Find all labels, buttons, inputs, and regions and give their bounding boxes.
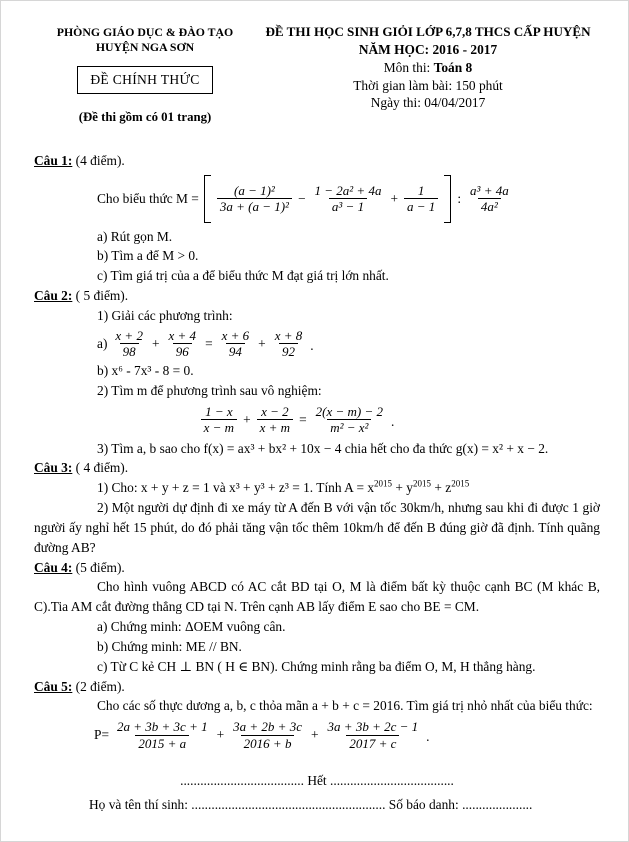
fraction xyxy=(114,719,211,751)
section-cau1 xyxy=(34,151,600,286)
fraction xyxy=(313,404,386,436)
header xyxy=(34,23,600,127)
cau5-points: (2 điểm). xyxy=(72,678,125,694)
cau3-item-1 xyxy=(97,478,600,498)
item3-text: chia hết cho đa thức xyxy=(341,440,456,456)
cau1-item-b: b) Tìm a để M > 0. xyxy=(97,248,199,264)
cau1-heading xyxy=(34,151,600,171)
equals-operator: = xyxy=(299,411,307,427)
item-a-label: a) xyxy=(97,335,108,351)
plus-operator: + xyxy=(151,335,160,351)
gx-polynomial: g(x) = x² + x − 2 xyxy=(455,440,545,456)
denominator: 94 xyxy=(226,343,245,359)
official-exam-stamp: ĐỀ CHÍNH THỨC xyxy=(77,66,212,94)
numerator: x − 2 xyxy=(261,403,289,419)
cau1-label: Câu 1: xyxy=(34,152,73,168)
equals-operator: = xyxy=(205,335,213,351)
numerator: 1 − x xyxy=(205,403,233,419)
cau1-item-c: c) Tìm giá trị của a để biểu thức M đạt giá trị lớn nhất. xyxy=(97,268,389,284)
issuing-authority-block xyxy=(34,23,256,127)
denominator: 98 xyxy=(120,343,139,359)
numerator: a³ + 4a xyxy=(470,182,509,198)
denominator: 3a + (a − 1)² xyxy=(217,198,292,214)
cau2-label: Câu 2: xyxy=(34,288,73,304)
fraction xyxy=(312,183,385,215)
cau3-points: ( 4 điểm). xyxy=(72,460,129,476)
fraction xyxy=(230,719,305,751)
fraction xyxy=(112,328,146,360)
item1-text: 1) Cho: x + y + z = 1 và x³ + y³ + z³ = 1. Tính A = x xyxy=(97,480,375,496)
end-of-exam-line: ..................................... Hết ..................................... xyxy=(180,772,454,788)
cau1-item-a: a) Rút gọn M. xyxy=(97,228,173,244)
cau3-item-2: 2) Một người dự định đi xe máy từ A đến B với vận tốc 30km/h, nhưng sau khi đi được 1 giờ người ấy nghỉ hết 15 phút, do đó phải tăng vận tốc thêm 10km/h để đến B đúng giờ đã định. Tính quãng đường AB? xyxy=(34,500,600,555)
cau3-heading xyxy=(34,458,600,478)
candidate-name-label: Họ và tên thí sinh: .......................................................... xyxy=(89,796,386,812)
item1-text: + z xyxy=(431,480,452,496)
plus-operator: + xyxy=(216,727,225,743)
candidate-number-label: Số báo danh: ..................... xyxy=(385,796,533,812)
fraction xyxy=(201,404,237,436)
minus-operator: − xyxy=(297,190,306,206)
period: . xyxy=(391,413,395,429)
section-cau2 xyxy=(34,286,600,458)
subject-line xyxy=(256,59,600,77)
district-name: HUYỆN NGA SƠN xyxy=(95,40,195,55)
cau4-item-c: c) Từ C kẻ CH ⊥ BN ( H ∈ BN). Chứng minh rằng ba điểm O, M, H thẳng hàng. xyxy=(97,658,536,674)
numerator: 1 − 2a² + 4a xyxy=(314,182,382,198)
numerator: x + 6 xyxy=(221,327,250,343)
period: . xyxy=(426,729,430,745)
exam-title-block xyxy=(256,23,600,127)
exam-date-line: Ngày thi: 04/04/2017 xyxy=(370,95,486,111)
formula-M xyxy=(97,175,600,223)
numerator: x + 8 xyxy=(274,327,303,343)
section-cau3 xyxy=(34,458,600,557)
cau2-item-1: 1) Giải các phương trình: xyxy=(97,307,233,323)
school-year: NĂM HỌC: 2016 - 2017 xyxy=(358,42,498,58)
cau1-points: (4 điểm). xyxy=(72,152,125,168)
cau2-points: ( 5 điểm). xyxy=(72,288,129,304)
exam-title: ĐỀ THI HỌC SINH GIỎI LỚP 6,7,8 THCS CẤP HUYỆN xyxy=(265,24,591,39)
formula-P xyxy=(94,719,600,751)
exponent-2015: 2015 xyxy=(413,478,431,489)
denominator: x + m xyxy=(257,419,293,435)
numerator: 2(x − m) − 2 xyxy=(315,403,383,419)
fraction xyxy=(272,328,306,360)
denominator: a³ − 1 xyxy=(329,198,367,214)
exponent-2015: 2015 xyxy=(374,478,393,489)
subject-label: Môn thi: xyxy=(383,59,434,75)
plus-operator: + xyxy=(243,411,251,427)
cau2-item-3 xyxy=(97,439,600,459)
denominator: m² − x² xyxy=(327,419,371,435)
equation-2-2 xyxy=(34,404,560,436)
divide-operator: : xyxy=(457,190,462,206)
fraction xyxy=(404,183,438,215)
period: . xyxy=(544,440,549,456)
fraction xyxy=(219,328,253,360)
period: . xyxy=(310,337,314,353)
candidate-info-line xyxy=(34,795,600,815)
denominator: 96 xyxy=(173,343,192,359)
department-name: PHÒNG GIÁO DỤC & ĐÀO TẠO xyxy=(56,25,234,39)
fx-polynomial: f(x) = ax³ + bx² + 10x − 4 xyxy=(203,440,342,456)
numerator: 1 xyxy=(417,182,425,198)
plus-operator: + xyxy=(310,727,319,743)
cau2-heading xyxy=(34,286,600,306)
numerator: x + 4 xyxy=(168,327,197,343)
denominator: 92 xyxy=(279,343,298,359)
p-label: P= xyxy=(94,727,109,743)
cau2-item-2: 2) Tìm m để phương trình sau vô nghiệm: xyxy=(97,383,322,399)
cau4-points: (5 điểm). xyxy=(72,559,125,575)
cau4-item-a: a) Chứng minh: ΔOEM vuông cân. xyxy=(97,619,286,635)
right-bracket xyxy=(444,175,451,223)
fraction xyxy=(166,328,200,360)
exponent-2015: 2015 xyxy=(451,478,470,489)
cau4-heading xyxy=(34,558,600,578)
numerator: 2a + 3b + 3c + 1 xyxy=(117,719,208,735)
item3-text: 3) Tìm a, b sao cho xyxy=(97,440,204,456)
plus-operator: + xyxy=(258,335,266,351)
numerator: 3a + 3b + 2c − 1 xyxy=(327,719,419,735)
fraction xyxy=(467,183,512,215)
page-count-note: (Đề thi gồm có 01 trang) xyxy=(78,109,212,124)
numerator: x + 2 xyxy=(115,327,143,343)
fraction xyxy=(325,719,422,751)
cau4-item-b: b) Chứng minh: ME // BN. xyxy=(97,638,242,654)
numerator: (a − 1)² xyxy=(233,182,275,198)
item1-text: + y xyxy=(392,480,413,496)
denominator: x − m xyxy=(201,419,237,435)
numerator: 3a + 2b + 3c xyxy=(233,719,302,735)
denominator: 2017 + c xyxy=(346,735,399,751)
duration-line: Thời gian làm bài: 150 phút xyxy=(353,77,503,93)
equation-2a xyxy=(97,328,600,360)
cau2-item-b: b) x⁶ - 7x³ - 8 = 0. xyxy=(97,363,194,379)
denominator: 2015 + a xyxy=(135,735,189,751)
section-cau4 xyxy=(34,558,600,677)
fraction xyxy=(217,183,292,215)
denominator: 4a² xyxy=(478,198,501,214)
cau3-label: Câu 3: xyxy=(34,460,73,476)
left-bracket xyxy=(204,175,211,223)
cau5-heading xyxy=(34,677,600,697)
section-cau5 xyxy=(34,677,600,751)
cau5-intro: Cho các số thực dương a, b, c thỏa mãn a + b + c = 2016. Tìm giá trị nhỏ nhất của biểu thức: xyxy=(97,698,593,714)
official-box-wrap xyxy=(34,56,256,94)
formula-M-intro: Cho biểu thức M = xyxy=(97,190,199,206)
denominator: 2016 + b xyxy=(241,735,295,751)
fraction xyxy=(257,404,293,436)
cau4-intro: Cho hình vuông ABCD có AC cắt BD tại O, M là điểm bất kỳ thuộc cạnh BC (M khác B, C).Tia AM cắt đường thẳng CD tại N. Trên cạnh AB lấy điểm E sao cho BE = CM. xyxy=(34,579,600,615)
cau4-label: Câu 4: xyxy=(34,559,73,575)
plus-operator: + xyxy=(390,190,399,206)
cau5-label: Câu 5: xyxy=(34,678,73,694)
subject-value: Toán 8 xyxy=(433,59,473,75)
denominator: a − 1 xyxy=(404,198,438,214)
